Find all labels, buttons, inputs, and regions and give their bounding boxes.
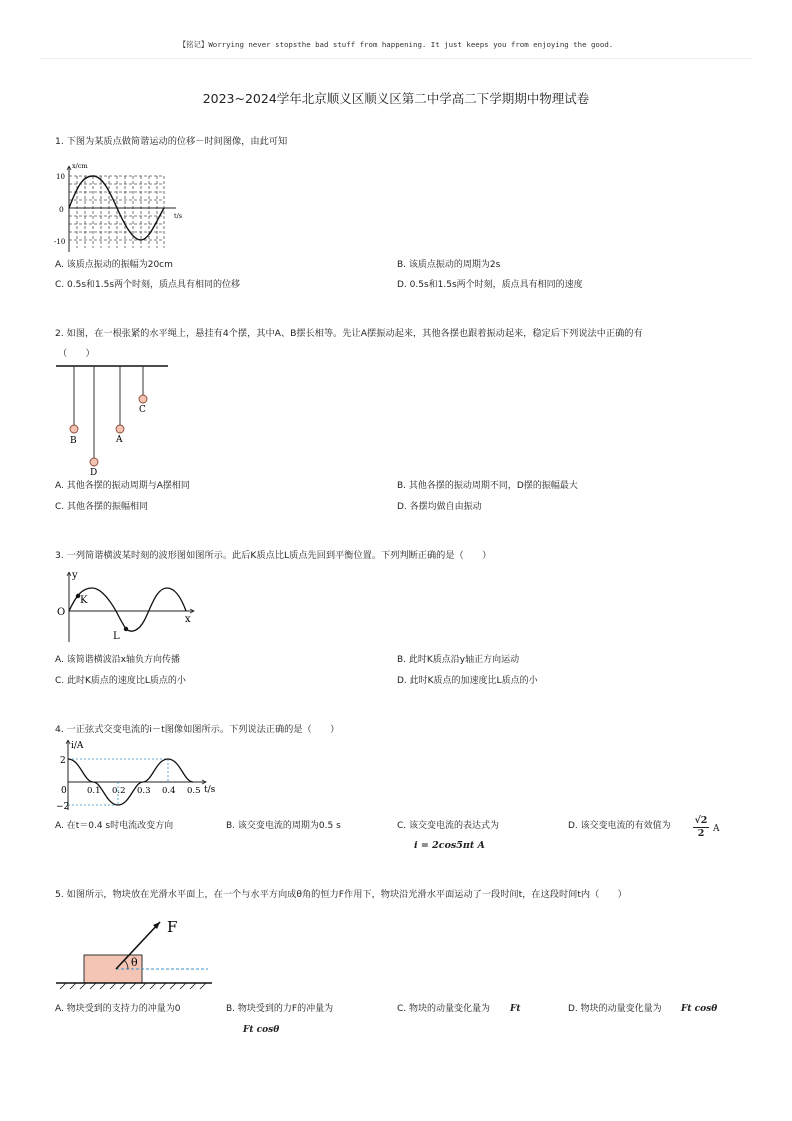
q4-option-b[interactable]: B. 该交变电流的周期为0.5 s — [226, 821, 341, 831]
q4-tick-2: 2 — [60, 756, 66, 766]
question-2-stem-blank: （ ） — [58, 348, 95, 359]
q2-option-a[interactable]: A. 其他各摆的振动周期与A摆相同 — [55, 481, 190, 491]
question-2-stem: 2. 如图，在一根张紧的水平绳上，悬挂有4个摆，其中A、B摆长相等。先让A摆振动起来，其他各摆也跟着振动起来，稳定后下列说法中正确的有 — [55, 328, 643, 339]
question-5-figure — [56, 912, 216, 990]
q1-option-a[interactable]: A. 该质点振动的振幅为20cm — [55, 260, 173, 270]
motto-banner: 【铭记】Worrying never stopsthe bad stuff from happening. It just keeps you from enjoying the good. — [178, 40, 614, 49]
q4-tick-02: 0.2 — [112, 786, 126, 796]
question-1-figure — [54, 160, 199, 255]
q1-x-axis-label: t/s — [174, 212, 183, 220]
q4-fraction-numerator: √2 — [694, 815, 708, 826]
q3-l-label: L — [113, 631, 120, 642]
q4-tick-01: 0.1 — [87, 786, 101, 796]
q1-tick-0: 0 — [59, 205, 64, 214]
q5-option-c[interactable]: C. 物块的动量变化量为 — [397, 1004, 491, 1014]
question-5-stem: 5. 如图所示，物块放在光滑水平面上，在一个与水平方向成θ角的恒力F作用下，物块沿光滑水平面运动了一段时间t，在这段时间t内（ ） — [55, 889, 627, 900]
q3-origin-label: O — [57, 607, 66, 618]
q2-option-b[interactable]: B. 其他各摆的振动周期不同，D摆的振幅最大 — [397, 481, 578, 491]
question-1-stem: 1. 下图为某质点做简谐运动的位移－时间图像，由此可知 — [55, 136, 288, 147]
q4-tick-03: 0.3 — [137, 786, 151, 796]
q2-label-b: B — [70, 436, 77, 446]
q5-force-label: F — [167, 918, 178, 936]
q5-option-b[interactable]: B. 物块受到的力F的冲量为 — [226, 1004, 334, 1014]
q2-option-d[interactable]: D. 各摆均做自由振动 — [397, 502, 482, 512]
q3-option-d[interactable]: D. 此时K质点的加速度比L质点的小 — [397, 676, 538, 686]
q4-option-d-fraction — [693, 815, 709, 840]
q1-option-c[interactable]: C. 0.5s和1.5s两个时刻，质点具有相同的位移 — [55, 280, 241, 290]
question-3-stem: 3. 一列简谐横波某时刻的波形图如图所示。此后K质点比L质点先回到平衡位置。下列判断正确的是（ ） — [55, 550, 492, 561]
q1-tick-10: 10 — [56, 173, 65, 181]
q4-option-c[interactable]: C. 该交变电流的表达式为 — [397, 821, 500, 831]
q4-tick-04: 0.4 — [162, 786, 176, 796]
q1-option-d[interactable]: D. 0.5s和1.5s两个时刻，质点具有相同的速度 — [397, 280, 583, 290]
q1-tick-neg10: -10 — [54, 238, 66, 246]
question-4-figure — [56, 736, 221, 814]
q3-x-label: x — [185, 614, 191, 625]
q4-tick-05: 0.5 — [187, 786, 201, 796]
q5-option-d[interactable]: D. 物块的动量变化量为 — [568, 1004, 662, 1014]
q4-option-d[interactable]: D. 该交变电流的有效值为 — [568, 821, 671, 831]
page-title: 2023~2024学年北京顺义区顺义区第二中学高二下学期期中物理试卷 — [202, 91, 590, 106]
question-4-stem: 4. 一正弦式交变电流的i－t图像如图所示。下列说法正确的是（ ） — [55, 724, 340, 735]
question-2-figure — [52, 362, 172, 477]
q4-x-axis-label: t/s — [204, 785, 216, 795]
q1-y-axis-label: x/cm — [72, 162, 88, 170]
q3-option-c[interactable]: C. 此时K质点的速度比L质点的小 — [55, 676, 186, 686]
q5-option-b-formula: Ft cosθ — [243, 1025, 280, 1035]
q2-label-a: A — [116, 435, 123, 445]
q3-option-a[interactable]: A. 该简谐横波沿x轴负方向传播 — [55, 655, 181, 665]
q4-option-d-unit: A — [713, 824, 720, 834]
q4-tick-0: 0 — [61, 786, 67, 796]
q4-y-axis-label: i/A — [71, 741, 84, 751]
q3-y-label: y — [72, 570, 78, 581]
q4-option-c-formula: i = 2cos5πt A — [414, 840, 485, 851]
q2-label-c: C — [139, 405, 146, 415]
q4-tick-neg2: −2 — [56, 802, 70, 812]
q4-option-a[interactable]: A. 在t＝0.4 s时电流改变方向 — [55, 821, 174, 831]
q2-option-c[interactable]: C. 其他各摆的振幅相同 — [55, 502, 149, 512]
q2-label-d: D — [90, 468, 98, 477]
q3-k-label: K — [80, 595, 88, 606]
q5-option-a[interactable]: A. 物块受到的支持力的冲量为0 — [55, 1004, 181, 1014]
q3-option-b[interactable]: B. 此时K质点沿y轴正方向运动 — [397, 655, 520, 665]
q5-option-c-formula: Ft — [510, 1004, 521, 1014]
q5-angle-label: θ — [131, 956, 138, 969]
header-divider — [40, 58, 752, 59]
q1-option-b[interactable]: B. 该质点振动的周期为2s — [397, 260, 501, 270]
question-3-figure — [54, 566, 199, 646]
q5-option-d-formula: Ft cosθ — [681, 1004, 718, 1014]
q4-fraction-denominator: 2 — [697, 828, 705, 839]
